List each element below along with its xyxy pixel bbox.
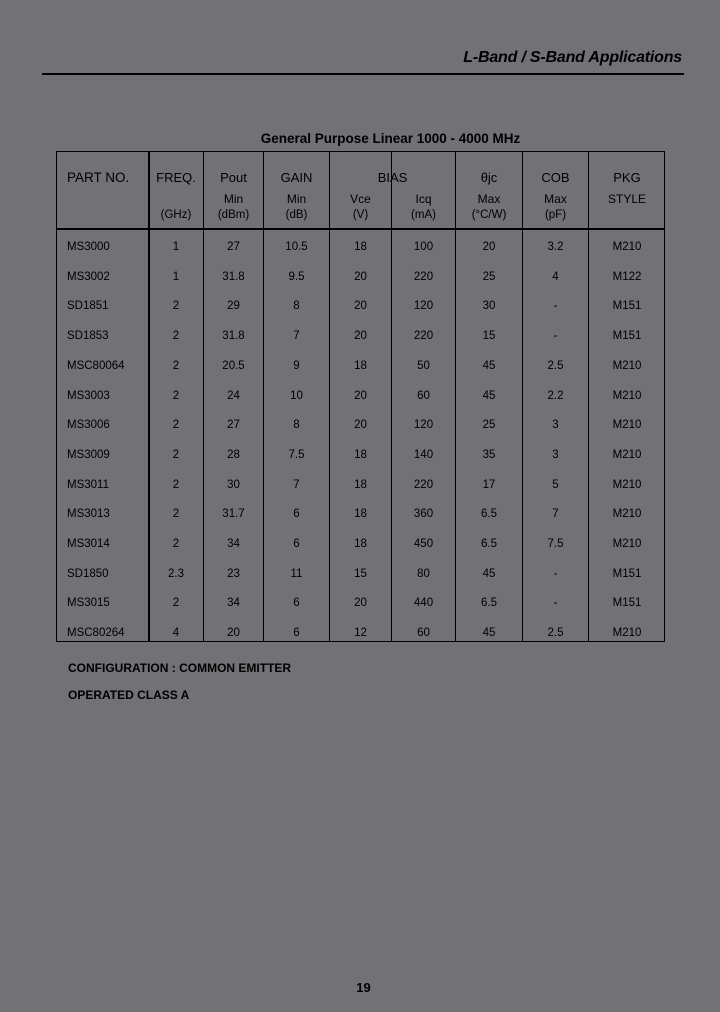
cob-header: COB <box>541 170 570 185</box>
pout-cell: 20.5 <box>222 359 245 372</box>
gain-cell: 6 <box>293 627 300 640</box>
gain-cell: 9.5 <box>288 270 305 283</box>
gain-cell: 7.5 <box>288 448 305 461</box>
table-row <box>57 360 664 380</box>
freq-cell: 2 <box>172 478 180 491</box>
pkg-cell: M210 <box>612 419 642 432</box>
pout-cell: 31.8 <box>222 330 245 343</box>
part-number-cell: MS3013 <box>67 508 110 521</box>
header-title: L-Band / S-Band Applications <box>463 49 682 66</box>
part-number-cell: MS3014 <box>67 538 110 550</box>
pkg-cell: M210 <box>612 448 642 461</box>
pkg-cell: M151 <box>612 300 642 313</box>
vce-cell: 20 <box>354 330 367 343</box>
gain-cell: 7 <box>293 330 300 343</box>
gain-cell: 10.5 <box>285 241 308 253</box>
vce-cell: 18 <box>354 359 367 372</box>
table-row <box>57 597 664 617</box>
gain-cell: 6 <box>293 597 300 610</box>
theta-cell: 30 <box>482 300 496 313</box>
freq-cell: 2 <box>172 359 180 372</box>
theta-cell: 45 <box>482 359 496 372</box>
theta-cell: 17 <box>482 478 496 491</box>
gain-header: GAIN <box>280 170 313 185</box>
freq-cell: 2 <box>172 330 180 343</box>
icq-cell: 440 <box>413 597 434 610</box>
cob-cell: - <box>553 300 558 313</box>
gain-cell: 9 <box>293 359 300 372</box>
vce-cell: 20 <box>354 419 367 432</box>
table-row <box>57 390 664 410</box>
freq-unit: (GHz) <box>160 209 192 221</box>
pout-cell: 27 <box>227 419 240 432</box>
theta-cell: 45 <box>482 627 496 640</box>
table-row <box>57 479 664 499</box>
vce-cell: 12 <box>354 627 367 640</box>
vce-cell: 18 <box>354 241 367 253</box>
theta-cell: 6.5 <box>481 538 497 550</box>
cob-cell: 2.5 <box>547 627 564 640</box>
part-number-cell: SD1850 <box>67 567 109 580</box>
icq-cell: 60 <box>417 389 430 402</box>
bias-header: BIAS <box>377 170 408 185</box>
theta-cell: 6.5 <box>481 597 497 610</box>
theta-cell: 6.5 <box>481 508 497 521</box>
vce-cell: 20 <box>354 597 367 610</box>
gain-cell: 11 <box>290 567 303 580</box>
icq-cell: 220 <box>413 270 434 283</box>
theta-cell: 35 <box>482 448 496 461</box>
table-row <box>57 508 664 528</box>
part-number-cell: SD1851 <box>67 300 109 313</box>
pout-cell: 23 <box>227 567 240 580</box>
icq-unit: (mA) <box>411 209 436 221</box>
freq-cell: 2 <box>172 448 180 461</box>
theta-cell: 45 <box>482 567 496 580</box>
spec-table <box>56 151 665 642</box>
theta-cell: 45 <box>482 389 496 402</box>
table-row <box>57 300 664 320</box>
freq-cell: 2.3 <box>168 567 184 580</box>
freq-cell: 4 <box>172 627 180 640</box>
pout-cell: 27 <box>227 241 240 253</box>
pout-min-label: Min <box>223 192 244 206</box>
gain-cell: 6 <box>293 538 300 550</box>
pkg-cell: M151 <box>612 567 642 580</box>
theta-header: θjc <box>480 170 498 185</box>
icq-cell: 140 <box>413 448 434 461</box>
cob-cell: 2.2 <box>547 389 564 402</box>
pkg-cell: M210 <box>612 389 642 402</box>
pout-header: Pout <box>220 170 247 185</box>
pout-cell: 31.7 <box>222 508 245 521</box>
vce-cell: 20 <box>354 389 367 402</box>
part-number-cell: MSC80264 <box>67 627 125 640</box>
vce-cell: 18 <box>354 538 367 550</box>
part-number-cell: SD1853 <box>67 330 109 343</box>
theta-cell: 25 <box>482 419 496 432</box>
vce-cell: 15 <box>354 567 367 580</box>
vce-label: Vce <box>350 192 371 206</box>
icq-cell: 220 <box>413 330 434 343</box>
pkg-cell: M122 <box>612 270 642 283</box>
table-row <box>57 241 664 261</box>
table-row <box>57 568 664 588</box>
pout-cell: 28 <box>227 448 240 461</box>
vce-cell: 20 <box>354 300 367 313</box>
table-row <box>57 538 664 558</box>
gain-cell: 7 <box>293 478 300 491</box>
cob-cell: - <box>553 567 558 580</box>
part-number-cell: MS3006 <box>67 419 110 432</box>
pout-unit: (dBm) <box>217 209 250 221</box>
icq-cell: 100 <box>413 241 434 253</box>
theta-max-label: Max <box>477 192 501 206</box>
page-number: 19 <box>356 980 371 995</box>
freq-cell: 2 <box>172 389 180 402</box>
part-number-cell: MS3002 <box>67 270 110 283</box>
table-row <box>57 449 664 469</box>
table-row <box>57 271 664 291</box>
pkg-cell: M210 <box>612 241 642 253</box>
vce-unit: (V) <box>352 209 369 221</box>
gain-min-label: Min <box>286 192 307 206</box>
freq-cell: 2 <box>172 508 180 521</box>
cob-cell: - <box>553 597 558 610</box>
pkg-cell: M210 <box>612 478 642 491</box>
icq-label: Icq <box>415 192 432 206</box>
gain-cell: 8 <box>293 419 300 432</box>
cob-cell: 7.5 <box>547 538 564 550</box>
gain-unit: (dB) <box>285 209 308 221</box>
cob-max-label: Max <box>544 192 567 206</box>
table-title: General Purpose Linear 1000 - 4000 MHz <box>260 131 521 146</box>
gain-cell: 6 <box>293 508 300 521</box>
pout-cell: 20 <box>227 627 240 640</box>
table-row <box>57 330 664 350</box>
cob-cell: - <box>553 330 558 343</box>
class-note: OPERATED CLASS A <box>68 688 190 702</box>
cob-cell: 4 <box>552 270 559 283</box>
pkg-cell: M151 <box>612 597 642 610</box>
icq-cell: 360 <box>413 508 434 521</box>
icq-cell: 120 <box>413 300 434 313</box>
pout-cell: 31.8 <box>222 270 245 283</box>
pout-cell: 24 <box>227 389 240 402</box>
part-number-cell: MS3000 <box>67 241 110 253</box>
freq-cell: 2 <box>172 300 180 313</box>
cob-cell: 3 <box>552 448 559 461</box>
configuration-note: CONFIGURATION : COMMON EMITTER <box>68 661 292 675</box>
freq-cell: 2 <box>172 597 180 610</box>
icq-cell: 80 <box>417 567 430 580</box>
icq-cell: 220 <box>413 478 434 491</box>
freq-cell: 2 <box>172 538 180 550</box>
icq-cell: 120 <box>413 419 434 432</box>
theta-cell: 20 <box>482 241 496 253</box>
icq-cell: 50 <box>417 359 430 372</box>
pkg-cell: M210 <box>612 359 642 372</box>
theta-cell: 25 <box>482 270 496 283</box>
pkg-cell: M210 <box>612 508 642 521</box>
pout-cell: 34 <box>227 538 240 550</box>
pout-cell: 30 <box>227 478 240 491</box>
gain-cell: 10 <box>290 389 303 402</box>
gain-cell: 8 <box>293 300 300 313</box>
table-row <box>57 419 664 439</box>
vce-cell: 18 <box>354 448 367 461</box>
theta-unit: (°C/W) <box>471 209 507 221</box>
vce-cell: 18 <box>354 478 367 491</box>
cob-cell: 2.5 <box>547 359 564 372</box>
freq-header: FREQ. <box>156 170 196 185</box>
pout-cell: 34 <box>227 597 240 610</box>
part-number-cell: MSC80064 <box>67 359 125 372</box>
table-row <box>57 627 664 647</box>
pkg-header: PKG <box>613 170 641 185</box>
pkg-cell: M210 <box>612 538 642 550</box>
cob-cell: 5 <box>552 478 559 491</box>
cob-unit: (pF) <box>544 209 567 221</box>
cob-cell: 3 <box>552 419 559 432</box>
freq-cell: 1 <box>172 270 180 283</box>
part-number-header: PART NO. <box>67 170 130 185</box>
cob-cell: 7 <box>552 508 559 521</box>
icq-cell: 450 <box>413 538 434 550</box>
part-number-cell: MS3009 <box>67 448 110 461</box>
cob-cell: 3.2 <box>547 241 564 253</box>
vce-cell: 18 <box>354 508 367 521</box>
theta-cell: 15 <box>482 330 496 343</box>
pout-cell: 29 <box>227 300 240 313</box>
pkg-cell: M210 <box>612 627 642 640</box>
part-number-cell: MS3003 <box>67 389 110 402</box>
pkg-style-label: STYLE <box>607 192 646 206</box>
freq-cell: 2 <box>172 419 180 432</box>
header-divider <box>57 228 664 230</box>
pkg-cell: M151 <box>612 330 642 343</box>
freq-cell: 1 <box>172 241 180 253</box>
header-rule <box>42 73 684 75</box>
icq-cell: 60 <box>417 627 430 640</box>
vce-cell: 20 <box>354 270 367 283</box>
part-number-cell: MS3015 <box>67 597 110 610</box>
part-number-cell: MS3011 <box>67 478 109 491</box>
